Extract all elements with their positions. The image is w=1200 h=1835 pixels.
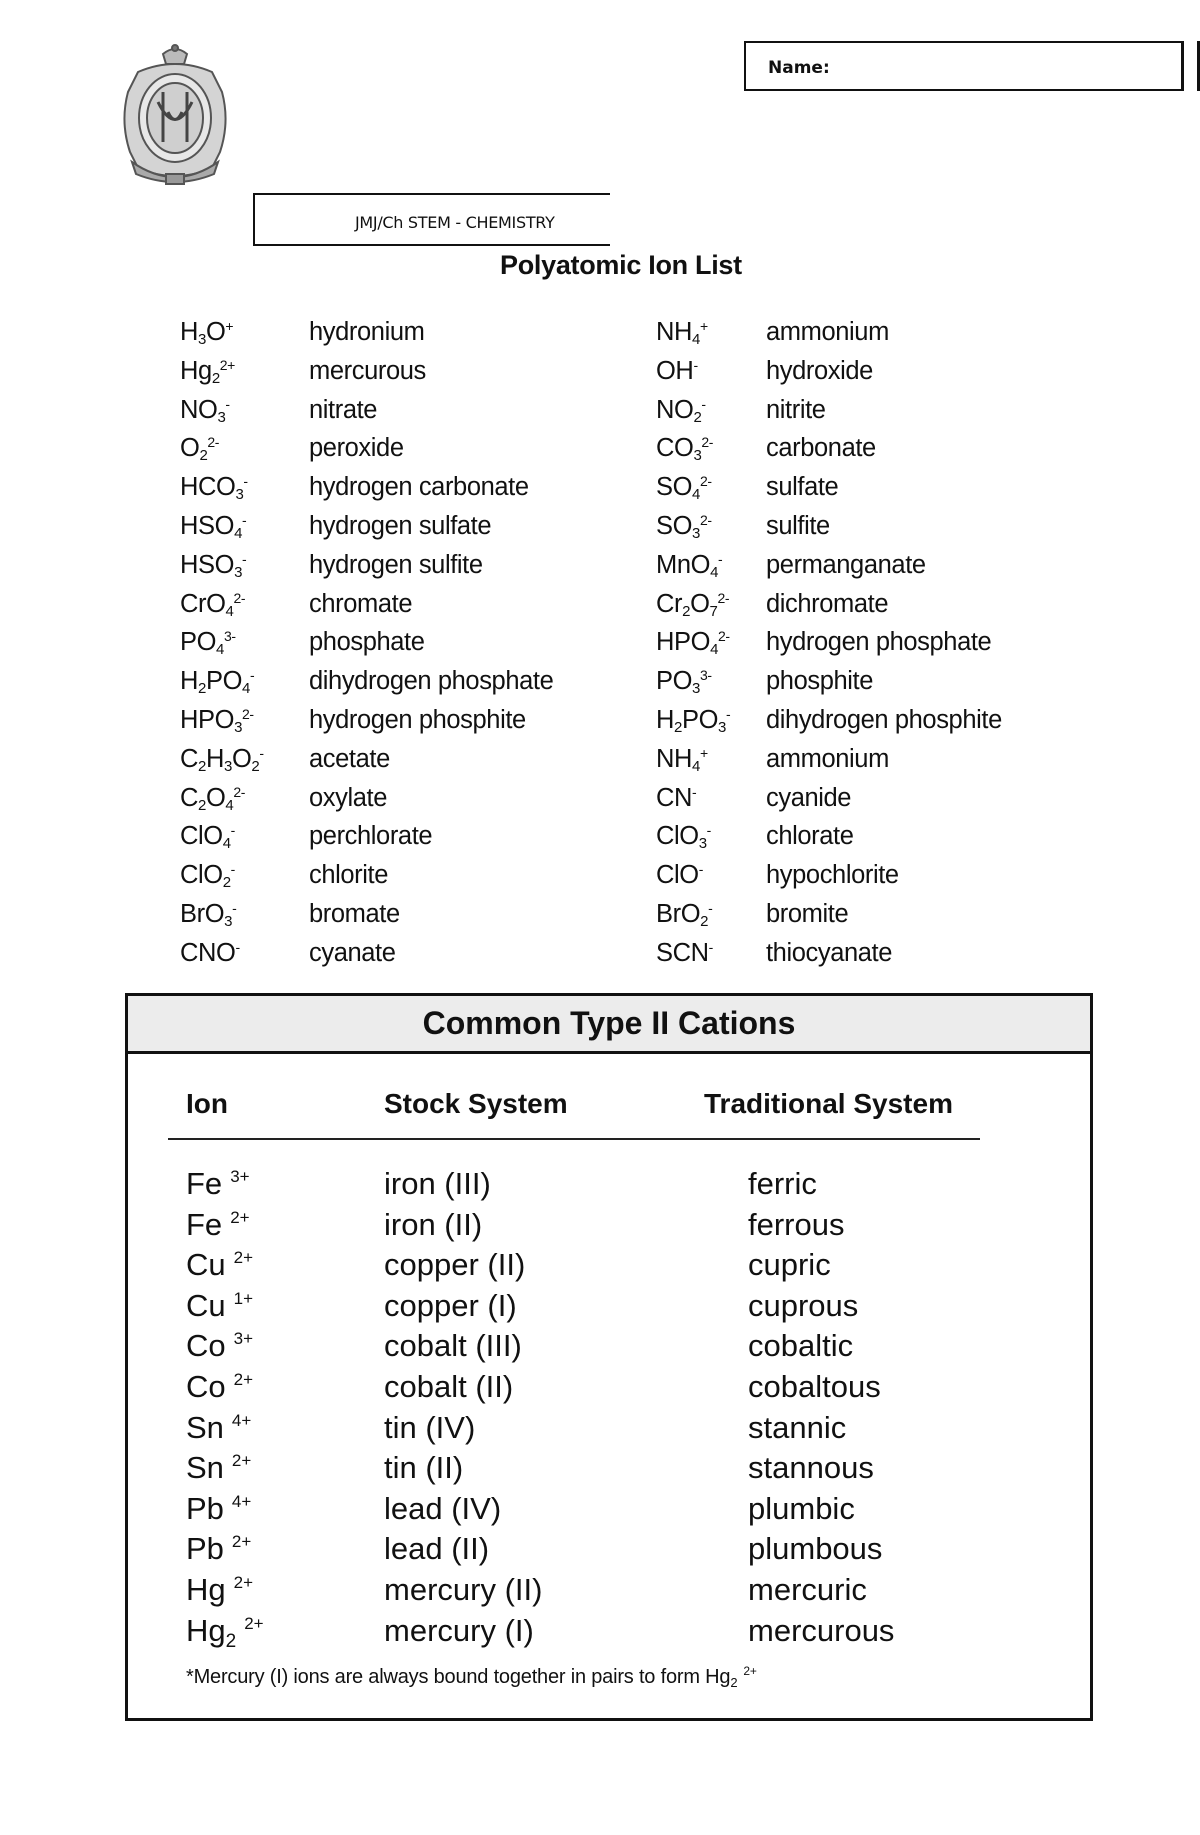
ion-name: hydrogen phosphite	[309, 706, 526, 734]
ion-formula: $HSO_4^-$	[180, 512, 247, 542]
ion-name: oxylate	[309, 783, 387, 812]
ion-symbol: Cu $^{1+}$	[186, 1287, 254, 1323]
ion-formula: $H_2PO_3^-$	[656, 706, 731, 736]
table-row	[128, 1611, 1090, 1651]
ion-symbol: Fe $^{3+}$	[186, 1166, 250, 1201]
ion-name: nitrite	[766, 395, 826, 424]
stock-name: cobalt (III)	[384, 1328, 522, 1364]
cations-header-row	[128, 1088, 1090, 1124]
table-row	[128, 1205, 1090, 1245]
table-row	[128, 1245, 1090, 1285]
ion-formula: CNO-	[180, 938, 240, 967]
ion-symbol: Pb $^{4+}$	[186, 1490, 252, 1526]
ion-name: phosphate	[309, 628, 425, 657]
ion-name: sulfite	[766, 512, 830, 540]
traditional-name: mercuric	[748, 1572, 867, 1607]
table-row	[128, 1408, 1090, 1448]
ion-formula: OH-	[656, 356, 698, 385]
ion-name: hydrogen phosphate	[766, 628, 992, 657]
ion-name: hydrogen sulfate	[309, 512, 492, 540]
ion-formula: ClO-	[656, 861, 703, 890]
ion-formula: MnO$_4$-	[656, 550, 723, 581]
cations-table-title: Common Type II Cations	[128, 996, 1090, 1054]
ion-formula: BrO$_3$-	[180, 900, 237, 930]
ion-formula: $Cr_2O_7^{2-}$	[656, 589, 730, 620]
ion-formula: $NO_2^-$	[656, 395, 706, 426]
ion-name: hypochlorite	[766, 861, 899, 890]
table-row	[128, 1326, 1090, 1366]
traditional-name: ferric	[748, 1166, 817, 1201]
table-row	[128, 1286, 1090, 1326]
school-crest-icon	[118, 42, 232, 192]
ion-name: hydronium	[309, 318, 425, 346]
traditional-name: plumbic	[748, 1490, 855, 1526]
traditional-name: stannic	[748, 1409, 847, 1445]
ion-name: phosphite	[766, 667, 873, 696]
ion-formula: $HSO_3^-$	[180, 550, 247, 581]
ion-name: ammonium	[766, 744, 889, 773]
ion-formula: $HPO_4^{2-}$	[656, 628, 730, 659]
traditional-name: ferrous	[748, 1206, 845, 1242]
ion-formula: $HPO_3^{2-}$	[180, 706, 254, 736]
ion-symbol: Pb $^{2+}$	[186, 1531, 252, 1567]
ion-formula: BrO$_2$-	[656, 900, 713, 930]
table-row	[128, 1489, 1090, 1529]
ion-formula: ClO$_2$-	[180, 861, 235, 892]
table-row	[128, 1570, 1090, 1610]
course-label-box	[253, 193, 610, 246]
traditional-column-header: Traditional System	[704, 1088, 953, 1119]
ion-name: cyanide	[766, 783, 852, 812]
ion-name: nitrate	[309, 395, 378, 424]
ion-symbol: Co $^{2+}$	[186, 1369, 254, 1404]
stock-name: iron (II)	[384, 1206, 483, 1242]
ion-name: cyanate	[309, 938, 396, 967]
ion-formula: $SO_3^{2-}$	[656, 512, 712, 542]
name-field[interactable]	[744, 41, 1184, 91]
mercury-footnote: *Mercury (I) ions are always bound together in pairs to form $Hg_2^{2+}$	[186, 1664, 757, 1690]
ion-formula: $SO_4^{2-}$	[656, 473, 712, 504]
ion-name: chlorite	[309, 861, 389, 890]
ion-symbol: Cu $^{2+}$	[186, 1247, 254, 1283]
ion-symbol: Fe $^{2+}$	[186, 1206, 250, 1242]
ion-formula: $CO_3^{2-}$	[656, 434, 714, 465]
ion-formula: $Hg_2^{2+}$	[180, 356, 235, 387]
table-row	[128, 1164, 1090, 1204]
ion-symbol: Hg $^{2+}$	[186, 1572, 254, 1607]
stock-name: cobalt (II)	[384, 1369, 514, 1404]
ion-name: ammonium	[766, 318, 889, 346]
ion-formula: $NH_4^+$	[656, 744, 708, 775]
stock-name: copper (II)	[384, 1247, 526, 1283]
traditional-name: cupric	[748, 1247, 831, 1283]
ion-name: dihydrogen phosphate	[309, 667, 554, 696]
course-title: JMJ/Ch STEM - CHEMISTRY	[355, 213, 555, 232]
ion-name: bromate	[309, 900, 400, 928]
traditional-name: cobaltic	[748, 1328, 854, 1364]
ion-symbol: $Hg_2^{2+}$	[186, 1612, 264, 1652]
ion-formula: CrO$_4^{2-}$	[180, 589, 246, 620]
stock-name: mercury (II)	[384, 1572, 543, 1607]
ion-column-header: Ion	[186, 1088, 228, 1119]
ion-name: dihydrogen phosphite	[766, 706, 1002, 734]
stock-name: tin (II)	[384, 1450, 464, 1486]
ion-name: sulfate	[766, 473, 839, 502]
traditional-name: mercurous	[748, 1612, 895, 1648]
ion-formula: $NH_4^+$	[656, 318, 708, 348]
traditional-name: cuprous	[748, 1287, 859, 1323]
ion-formula: CN-	[656, 783, 697, 812]
ion-formula: ClO$_3$-	[656, 822, 711, 853]
ion-name: bromite	[766, 900, 849, 928]
ion-name: hydrogen carbonate	[309, 473, 529, 502]
ion-name: dichromate	[766, 589, 889, 618]
ion-formula: $NO_3^-$	[180, 395, 230, 426]
ion-name: carbonate	[766, 434, 876, 463]
table-row	[128, 1529, 1090, 1569]
ion-formula: $C_2O_4^{2-}$	[180, 783, 246, 814]
type-ii-cations-table	[125, 993, 1093, 1721]
ion-symbol: Co $^{3+}$	[186, 1328, 254, 1364]
stock-name: lead (II)	[384, 1531, 490, 1567]
table-row	[128, 1448, 1090, 1488]
ion-symbol: Sn $^{4+}$	[186, 1409, 252, 1445]
name-label: Name:	[768, 58, 830, 78]
ion-formula: SCN-	[656, 938, 713, 967]
header-divider	[168, 1138, 980, 1140]
ion-name: chromate	[309, 589, 413, 618]
ion-name: permanganate	[766, 550, 926, 579]
ion-formula: $H_3O^+$	[180, 318, 234, 348]
ion-formula: $HCO_3^-$	[180, 473, 248, 504]
ion-name: chlorate	[766, 822, 854, 851]
table-row	[128, 1367, 1090, 1407]
ion-name: peroxide	[309, 434, 404, 463]
ion-name: acetate	[309, 744, 390, 773]
stock-name: copper (I)	[384, 1287, 517, 1323]
ion-name: thiocyanate	[766, 938, 893, 967]
stock-name: mercury (I)	[384, 1612, 534, 1648]
stock-column-header: Stock System	[384, 1088, 568, 1119]
ion-formula: $C_2H_3O_2^-$	[180, 744, 264, 775]
ion-name: hydrogen sulfite	[309, 550, 483, 579]
ion-symbol: Sn $^{2+}$	[186, 1450, 252, 1486]
ion-name: hydroxide	[766, 356, 873, 385]
polyatomic-title: Polyatomic Ion List	[500, 250, 742, 280]
ion-formula: $PO_4^{3-}$	[180, 628, 236, 659]
stock-name: tin (IV)	[384, 1409, 476, 1445]
ion-name: mercurous	[309, 356, 426, 385]
ion-formula: $PO_3^{3-}$	[656, 667, 712, 698]
ion-formula: ClO$_4$-	[180, 822, 235, 853]
stock-name: lead (IV)	[384, 1490, 502, 1526]
ion-name: perchlorate	[309, 822, 433, 851]
traditional-name: cobaltous	[748, 1369, 881, 1404]
ion-formula: $H_2PO_4^-$	[180, 667, 255, 698]
ion-formula: $O_2^{2-}$	[180, 434, 220, 465]
traditional-name: plumbous	[748, 1531, 883, 1567]
stock-name: iron (III)	[384, 1166, 491, 1201]
traditional-name: stannous	[748, 1450, 874, 1486]
